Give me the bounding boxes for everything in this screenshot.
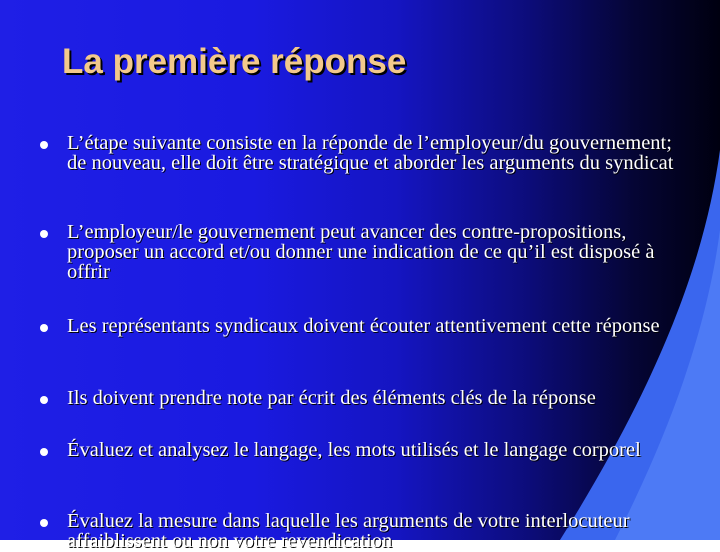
- bullet-text: L’étape suivante consiste en la réponde de l’employeur/du gouvernement; de nouveau, elle doit être stratégique et aborder les arguments du syndicat: [67, 132, 674, 174]
- bullet-dot-icon: [40, 324, 48, 332]
- bullet-dot-icon: [40, 519, 48, 527]
- slide-title: La première réponse: [62, 42, 407, 81]
- bullet-dot-icon: [40, 141, 48, 149]
- bullet-text: Évaluez et analysez le langage, les mots utilisés et le langage corporel: [67, 439, 641, 461]
- bullet-text: L’employeur/le gouvernement peut avancer des contre-propositions, proposer un accord et/ou donner une indication de ce qu’il est disposé à offrir: [67, 221, 655, 283]
- bullet-dot-icon: [40, 230, 48, 238]
- bullet-dot-icon: [40, 396, 48, 404]
- bullet-text: Les représentants syndicaux doivent écouter attentivement cette réponse: [67, 315, 660, 337]
- bullet-text: Évaluez la mesure dans laquelle les arguments de votre interlocuteur affaiblissent ou non votre revendication: [67, 510, 630, 552]
- bullet-text: Ils doivent prendre note par écrit des éléments clés de la réponse: [67, 387, 596, 409]
- bullet-dot-icon: [40, 448, 48, 456]
